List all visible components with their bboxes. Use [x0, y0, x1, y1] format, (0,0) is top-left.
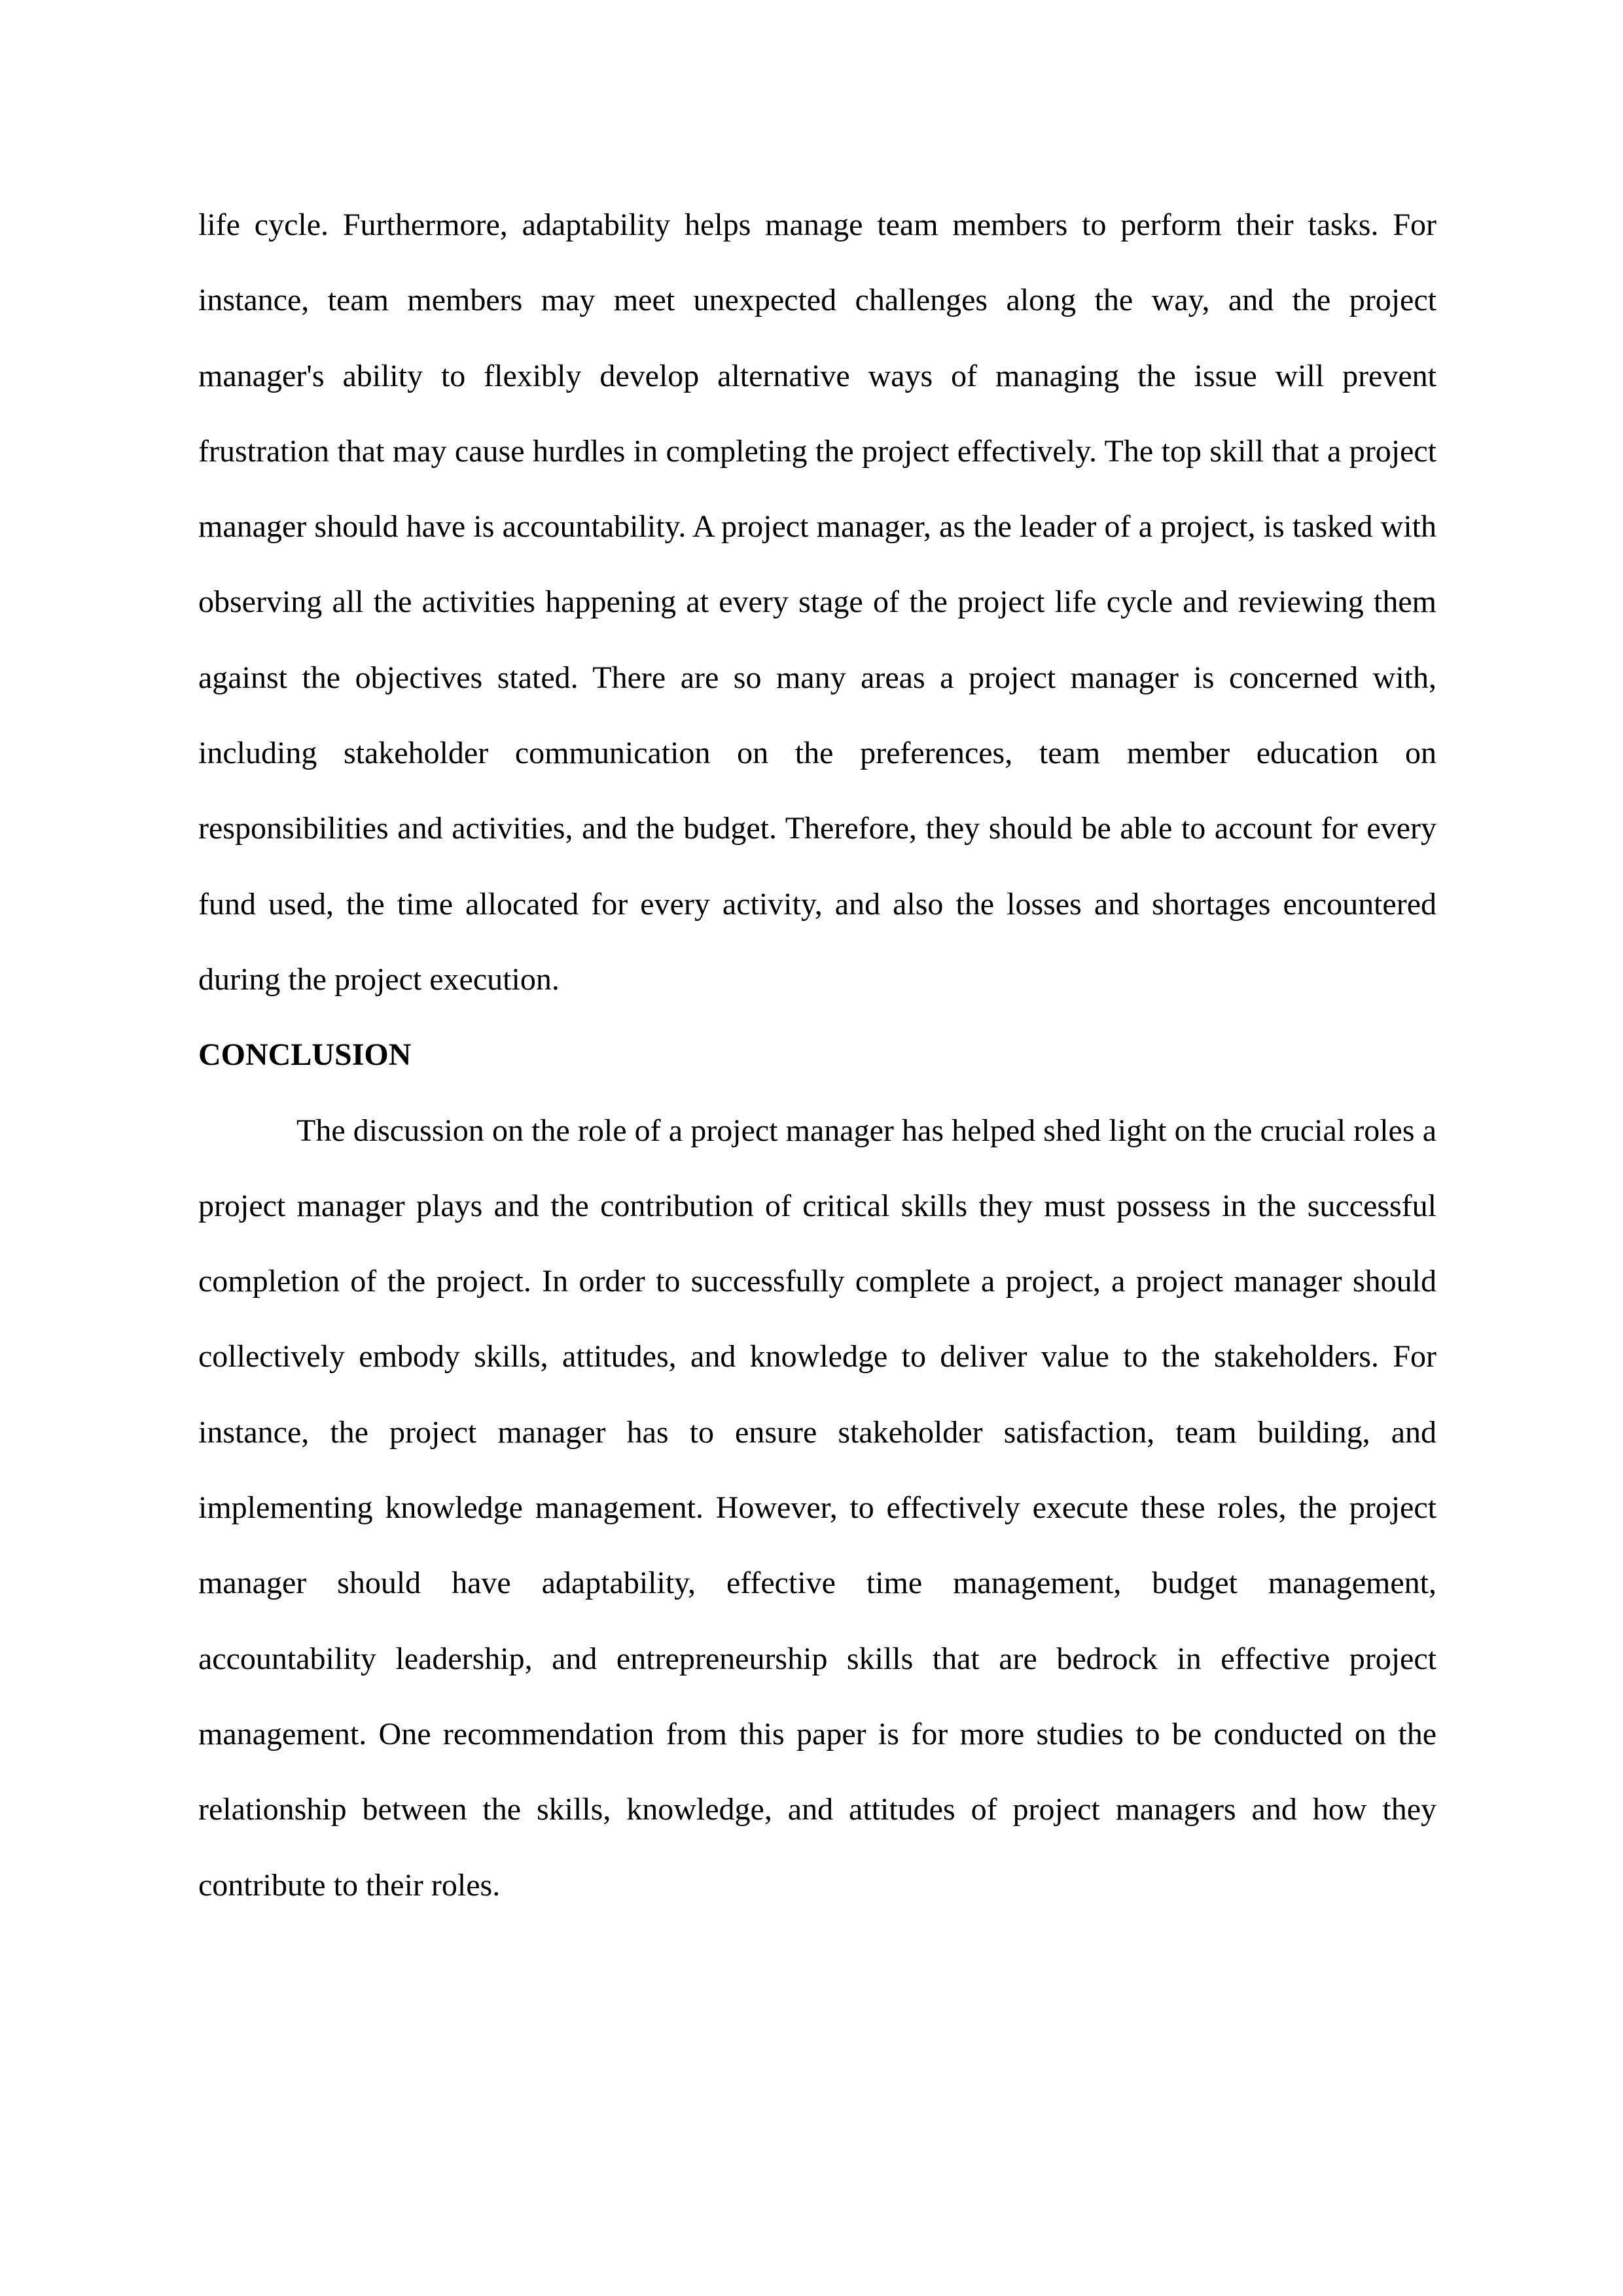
body-paragraph-accountability: life cycle. Furthermore, adaptability helps manage team members to perform their tasks. For instance, team members may meet unexpected challenges along the way, and the project manager's ability to flexibly develop alternative ways of managing the issue will prevent frustration that may cause hurdles in completing the project effectively. The top skill that a project manager should have is accountability. A project manager, as the leader of a project, is tasked with observing all the activities happening at every stage of the project life cycle and reviewing them against the objectives stated. There are so many areas a project manager is concerned with, including stakeholder communication on the preferences, team member education on responsibilities and activities, and the budget. Therefore, they should be able to account for every fund used, the time allocated for every activity, and also the losses and shortages encountered during the project execution.: [198, 207, 1436, 997]
document-body: [198, 187, 1436, 1923]
conclusion-paragraph: The discussion on the role of a project manager has helped shed light on the crucial roles a project manager plays and the contribution of critical skills they must possess in the successful completion of the project. In order to successfully complete a project, a project manager should collectively embody skills, attitudes, and knowledge to deliver value to the stakeholders. For instance, the project manager has to ensure stakeholder satisfaction, team building, and implementing knowledge management. However, to effectively execute these roles, the project manager should have adaptability, effective time management, budget management, accountability leadership, and entrepreneurship skills that are bedrock in effective project management. One recommendation from this paper is for more studies to be conducted on the relationship between the skills, knowledge, and attitudes of project managers and how they contribute to their roles.: [198, 1113, 1436, 1903]
conclusion-heading: CONCLUSION: [198, 1037, 412, 1073]
